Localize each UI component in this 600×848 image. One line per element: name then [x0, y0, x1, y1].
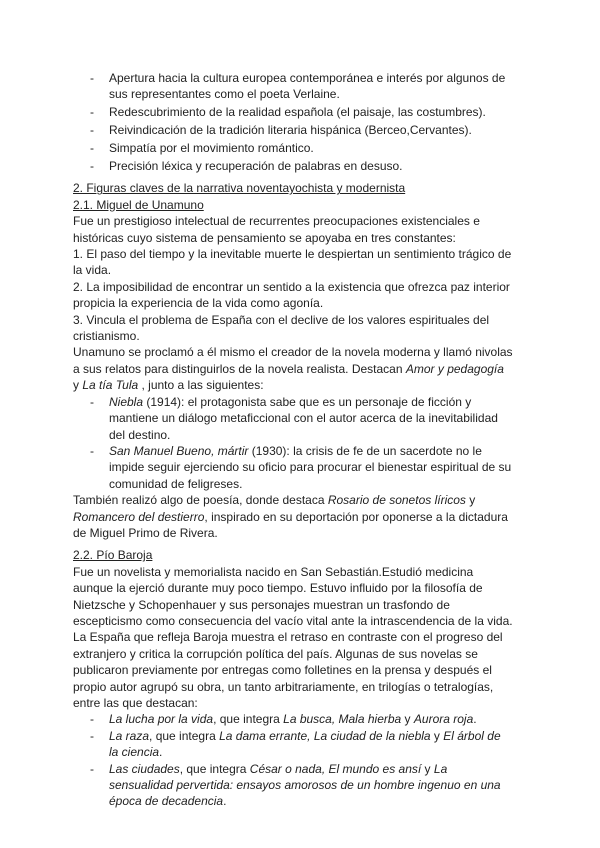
characteristics-list — [73, 70, 513, 175]
list-item: - Precisión léxica y recuperación de palabras en desuso. — [73, 158, 513, 174]
document-page — [73, 70, 513, 810]
list-item: - Las ciudades, que integra César o nada, El mundo es ansí y La sensualidad pervertida: ensayos amorosos de un hombre ingenuo en una época de decadencia. — [73, 761, 513, 810]
list-item: - Apertura hacia la cultura europea contemporánea e interés por algunos de sus representantes como el poeta Verlaine. — [73, 70, 513, 103]
unamuno-intro: Fue un prestigioso intelectual de recurrentes preocupaciones existenciales e históricas cuyo sistema de pensamiento se apoyaba en tres constantes: — [73, 214, 480, 245]
constant-3: 3. Vincula el problema de España con el declive de los valores espirituales del cristianismo. — [73, 312, 490, 344]
work-title: Rosario de sonetos líricos — [327, 493, 466, 508]
baroja-intro: Fue un novelista y memorialista nacido en San Sebastián.Estudió medicina aunque la ejerció durante muy poco tiempo. Estuvo influido por la filosofía de Nietzsche y Schopenhauer y sus personajes muestran un trasfondo de escepticismo como consecuencia del vacío vital ante la intrascendencia de la vida. La España que refleja Baroja muestra el retraso en contraste con el progreso del extranjero y critica la corrupción política del país. Algunas de sus novelas se publicaron previamente por entregas como folletines en la prensa y después el propio autor agrupó su obra, un tanto arbitrariamente, en trilogías o tetralogías, entre las que destacan: — [73, 564, 513, 710]
list-item: - Redescubrimiento de la realidad española (el paisaje, las costumbres). — [73, 104, 513, 120]
baroja-trilogies-list — [73, 711, 513, 809]
unamuno-heading: 2.1. Miguel de Unamuno — [73, 197, 204, 212]
work-title: Niebla — [109, 394, 144, 409]
list-item: - La raza, que integra La dama errante, La ciudad de la niebla y El árbol de la ciencia. — [73, 728, 513, 761]
baroja-heading: 2.2. Pío Baroja — [73, 548, 153, 563]
list-item: - San Manuel Bueno, mártir (1930): la crisis de fe de un sacerdote no le impide seguir ejerciendo su oficio para procurar el bienestar espiritual de su comunidad de feligreses. — [73, 443, 513, 492]
work-title: San Manuel Bueno, mártir — [109, 443, 249, 458]
list-item: - Simpatía por el movimiento romántico. — [73, 140, 513, 156]
constant-2: 2. La imposibilidad de encontrar un sentido a la existencia que ofrezca paz interior propicia la experiencia de la vida como agonía. — [73, 279, 510, 311]
list-item: - Niebla (1914): el protagonista sabe que es un personaje de ficción y mantiene un diálogo metaficcional con el autor acerca de la inevitabilidad del destino. — [73, 394, 513, 443]
unamuno-poetry-paragraph: También realizó algo de poesía, donde destaca Rosario de sonetos líricos y Romancero del destierro, inspirado en su deportación por oponerse a la dictadura de Miguel Primo de Rivera. — [73, 493, 508, 540]
section-heading: 2. Figuras claves de la narrativa noventayochista y modernista — [73, 181, 406, 196]
list-item: - La lucha por la vida, que integra La busca, Mala hierba y Aurora roja. — [73, 711, 513, 727]
work-title: Romancero del destierro — [73, 509, 205, 524]
unamuno-works-list — [73, 394, 513, 492]
work-title: Amor y pedagogía — [405, 361, 504, 376]
unamuno-novels-paragraph: Unamuno se proclamó a él mismo el creador de la novela moderna y llamó nivolas a sus relatos para distinguirlos de la novela realista. Destacan Amor y pedagogía y La tía Tula , junto a las siguientes: — [73, 345, 513, 393]
constant-1: 1. El paso del tiempo y la inevitable muerte le despiertan un sentimiento trágico de la vida. — [73, 247, 512, 278]
list-item: - Reivindicación de la tradición literaria hispánica (Berceo,Cervantes). — [73, 122, 513, 138]
work-title: La tía Tula — [82, 378, 139, 393]
